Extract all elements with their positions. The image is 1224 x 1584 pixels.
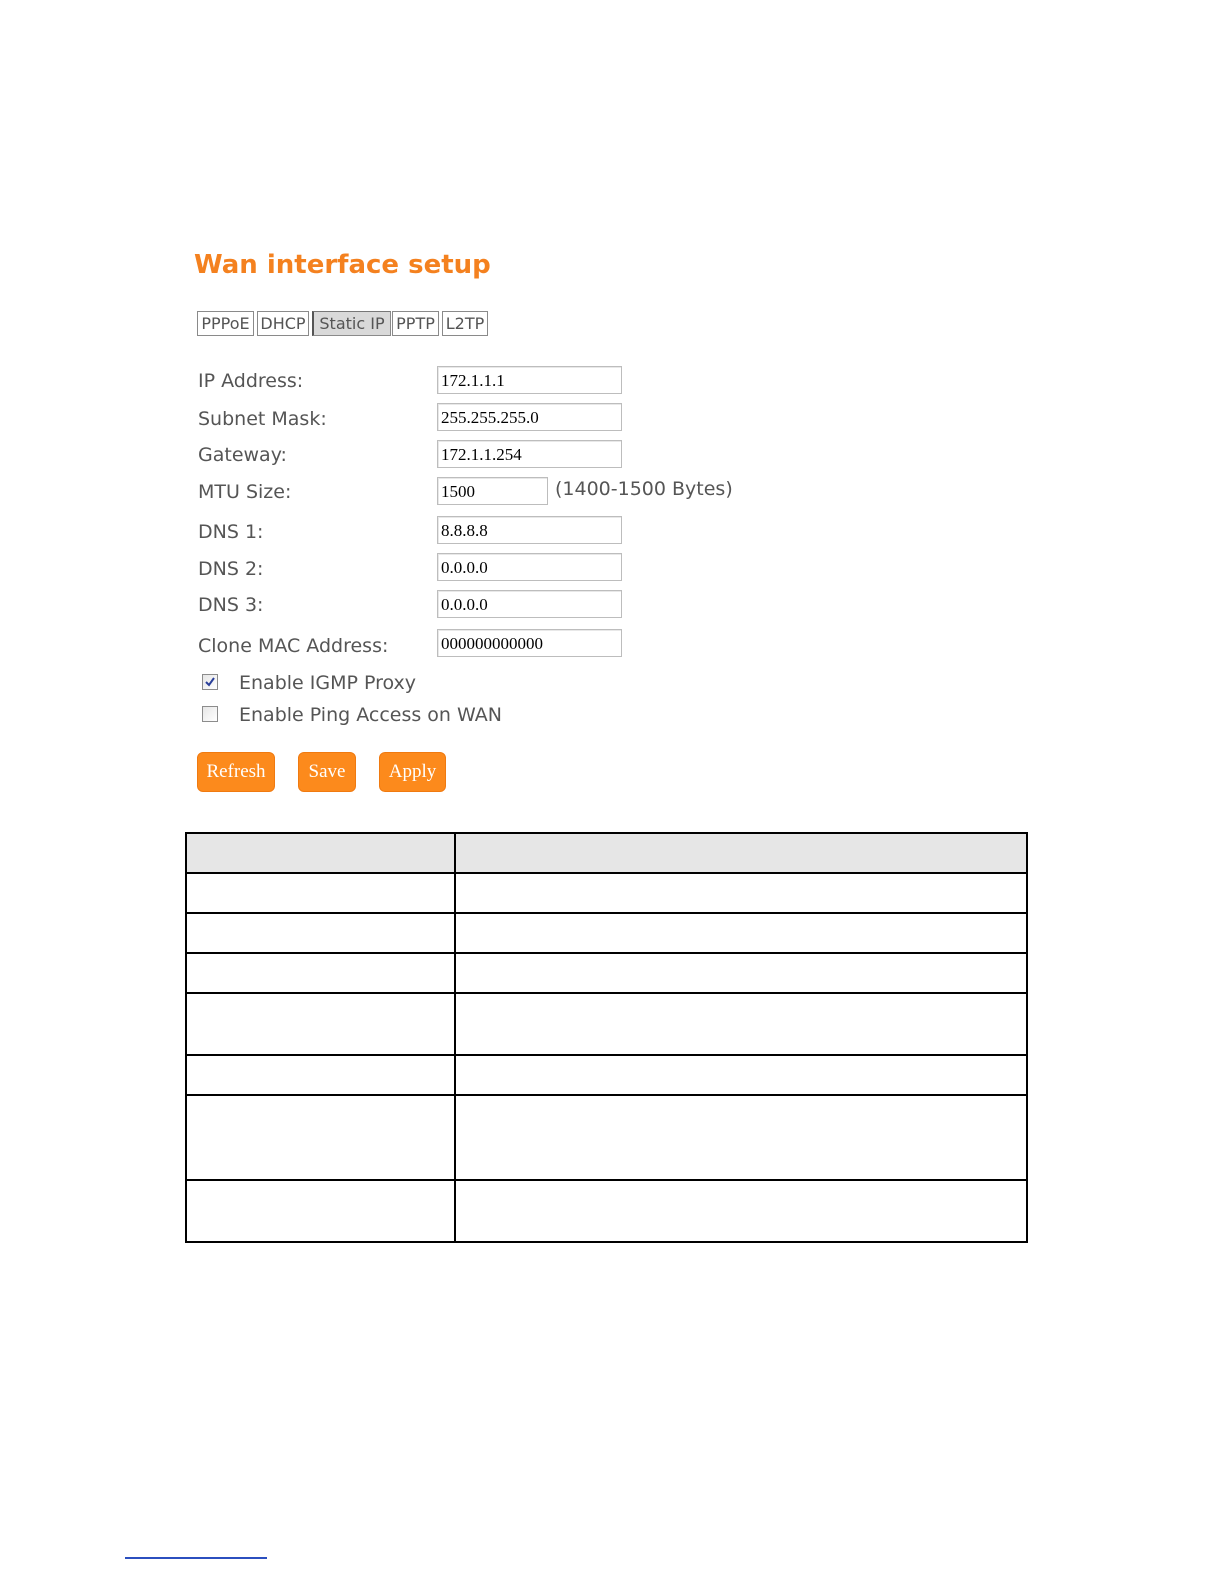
refresh-button[interactable]: Refresh bbox=[197, 752, 275, 792]
mtu-size-input[interactable]: 1500 bbox=[437, 477, 548, 505]
gateway-input[interactable]: 172.1.1.254 bbox=[437, 440, 622, 468]
table-cell bbox=[455, 953, 1027, 993]
ping-wan-label: Enable Ping Access on WAN bbox=[239, 704, 502, 726]
subnet-mask-label: Subnet Mask: bbox=[198, 408, 327, 430]
clone-mac-input[interactable]: 000000000000 bbox=[437, 629, 622, 657]
gateway-label: Gateway: bbox=[198, 444, 287, 466]
ip-address-input[interactable]: 172.1.1.1 bbox=[437, 366, 622, 394]
table-row bbox=[186, 873, 1027, 913]
table-cell bbox=[455, 1055, 1027, 1095]
dns2-label: DNS 2: bbox=[198, 558, 264, 580]
table-cell bbox=[186, 873, 455, 913]
page-title: Wan interface setup bbox=[194, 250, 491, 280]
dns2-input[interactable]: 0.0.0.0 bbox=[437, 553, 622, 581]
table-header-cell bbox=[186, 833, 455, 873]
table-cell bbox=[455, 873, 1027, 913]
parameter-description-table bbox=[185, 832, 1028, 1243]
save-button[interactable]: Save bbox=[298, 752, 356, 792]
table-row bbox=[186, 1180, 1027, 1242]
apply-button[interactable]: Apply bbox=[379, 752, 446, 792]
tab-pptp[interactable]: PPTP bbox=[392, 311, 439, 336]
table-row bbox=[186, 1095, 1027, 1180]
checkmark-icon bbox=[204, 676, 216, 688]
igmp-proxy-checkbox[interactable] bbox=[202, 674, 218, 690]
ping-wan-checkbox[interactable] bbox=[202, 706, 218, 722]
mtu-range-hint: (1400-1500 Bytes) bbox=[555, 478, 733, 500]
table-cell bbox=[186, 953, 455, 993]
table-cell bbox=[186, 913, 455, 953]
footer-link-underline bbox=[125, 1557, 267, 1559]
dns3-label: DNS 3: bbox=[198, 594, 264, 616]
tab-static-ip[interactable]: Static IP bbox=[312, 311, 391, 336]
clone-mac-label: Clone MAC Address: bbox=[198, 635, 389, 657]
table-row bbox=[186, 953, 1027, 993]
table-header-row bbox=[186, 833, 1027, 873]
table-cell bbox=[455, 1095, 1027, 1180]
table-row bbox=[186, 993, 1027, 1055]
dns1-input[interactable]: 8.8.8.8 bbox=[437, 516, 622, 544]
ip-address-label: IP Address: bbox=[198, 370, 304, 392]
dns1-label: DNS 1: bbox=[198, 521, 264, 543]
table-cell bbox=[186, 993, 455, 1055]
tab-pppoe[interactable]: PPPoE bbox=[197, 311, 254, 336]
tab-dhcp[interactable]: DHCP bbox=[257, 311, 309, 336]
table-header-cell bbox=[455, 833, 1027, 873]
table-row bbox=[186, 1055, 1027, 1095]
table-cell bbox=[186, 1180, 455, 1242]
table-cell bbox=[455, 1180, 1027, 1242]
table-row bbox=[186, 913, 1027, 953]
mtu-size-label: MTU Size: bbox=[198, 481, 292, 503]
table-cell bbox=[186, 1055, 455, 1095]
igmp-proxy-label: Enable IGMP Proxy bbox=[239, 672, 417, 694]
dns3-input[interactable]: 0.0.0.0 bbox=[437, 590, 622, 618]
table-cell bbox=[455, 913, 1027, 953]
subnet-mask-input[interactable]: 255.255.255.0 bbox=[437, 403, 622, 431]
table-cell bbox=[455, 993, 1027, 1055]
tab-l2tp[interactable]: L2TP bbox=[442, 311, 488, 336]
table-cell bbox=[186, 1095, 455, 1180]
